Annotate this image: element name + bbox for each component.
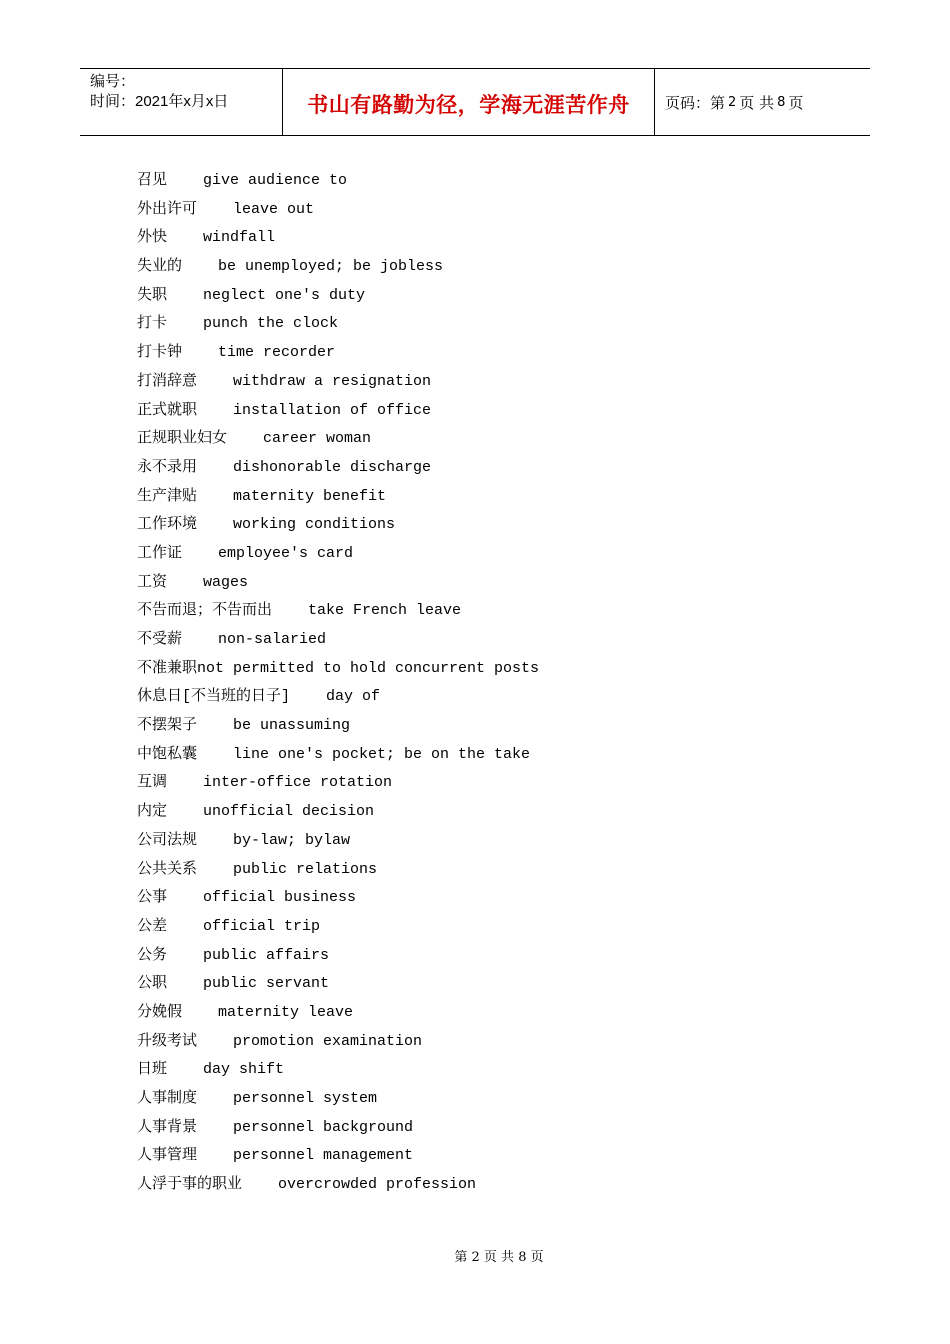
glossary-entry: 升级考试 promotion examination	[137, 1032, 423, 1050]
glossary-entry: 永不录用 dishonorable discharge	[137, 458, 432, 476]
glossary-entry: 公共关系 public relations	[137, 860, 378, 878]
page-mid: 页 共	[739, 93, 775, 112]
serial-label: 编号：	[90, 73, 136, 90]
glossary-entry: 正式就职 installation of office	[137, 401, 432, 419]
glossary-entry: 生产津贴 maternity benefit	[137, 487, 387, 505]
glossary-entry: 召见 give audience to	[137, 172, 348, 189]
glossary-entry: 不准兼职not permitted to hold concurrent posts	[137, 659, 540, 677]
glossary-entry: 公职 public servant	[137, 975, 330, 993]
glossary-entry: 失业的 be unemployed; be jobless	[137, 258, 444, 276]
glossary-entry: 人事管理 personnel management	[137, 1147, 414, 1165]
page-current: 2	[728, 94, 737, 110]
glossary-entry: 人事背景 personnel background	[137, 1118, 414, 1136]
page-end: 页	[788, 93, 804, 112]
page-footer: 第 2 页 共 8 页	[454, 1250, 544, 1265]
glossary-entry: 人浮于事的职业 overcrowded profession	[137, 1176, 477, 1194]
glossary-entry: 工资 wages	[137, 573, 249, 591]
header-motto-cell	[282, 69, 655, 135]
glossary-entry: 不受薪 non-salaried	[137, 631, 327, 648]
glossary-entry: 日班 day shift	[137, 1061, 285, 1079]
glossary-entry: 公司法规 by-law; bylaw	[137, 831, 351, 849]
glossary-entry: 分娩假 maternity leave	[137, 1003, 354, 1021]
header-meta	[80, 69, 282, 135]
glossary-entry: 中饱私囊 line one's pocket; be on the take	[137, 745, 531, 763]
glossary-entry: 正规职业妇女 career woman	[137, 430, 372, 448]
glossary-entry: 工作环境 working conditions	[137, 516, 396, 534]
glossary-entry: 打卡钟 time recorder	[137, 344, 336, 362]
glossary-entry: 公事 official business	[137, 889, 357, 907]
glossary-entry: 公差 official trip	[137, 917, 321, 935]
page-header	[80, 68, 870, 136]
glossary-entry: 休息日[不当班的日子] day of	[137, 688, 381, 706]
glossary-entry: 外快 windfall	[137, 229, 276, 247]
glossary-entry: 公务 public affairs	[137, 946, 330, 964]
glossary-entry: 不告而退；不告而出 take French leave	[137, 602, 462, 620]
date-label: 时间：2021年x月x日	[90, 93, 229, 110]
glossary-entry: 内定 unofficial decision	[137, 803, 375, 821]
header-page-info	[655, 69, 870, 135]
glossary-entry: 不摆架子 be unassuming	[137, 717, 351, 735]
glossary-entry: 工作证 employee's card	[137, 544, 354, 562]
glossary-entry: 外出许可 leave out	[137, 200, 315, 218]
glossary-entry: 互调 inter-office rotation	[137, 774, 393, 792]
page-total: 8	[777, 94, 786, 110]
glossary-list	[137, 167, 539, 1200]
header-motto: 书山有路勤为径，学海无涯苦作舟	[307, 93, 630, 117]
glossary-entry: 打消辞意 withdraw a resignation	[137, 372, 432, 390]
page-label: 页码：第	[665, 93, 726, 112]
glossary-entry: 打卡 punch the clock	[137, 315, 339, 333]
glossary-entry: 人事制度 personnel system	[137, 1090, 378, 1107]
glossary-entry: 失职 neglect one's duty	[137, 286, 366, 304]
